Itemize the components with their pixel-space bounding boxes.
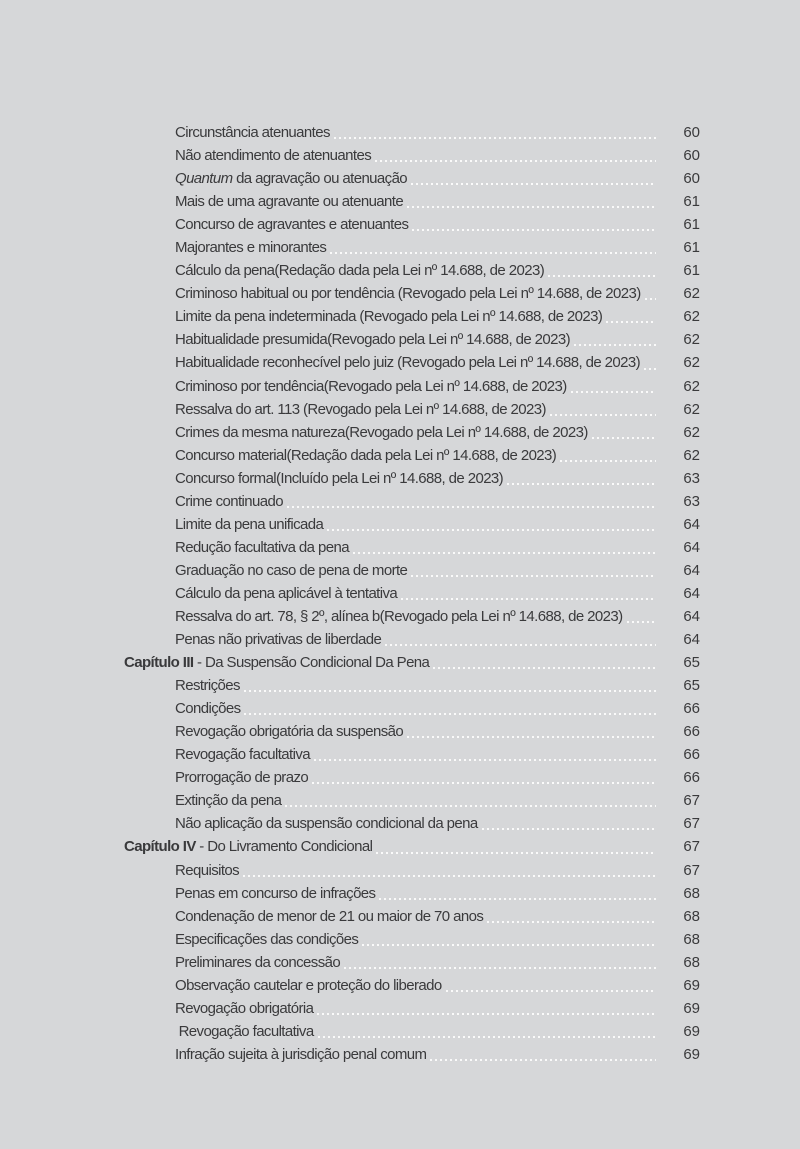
toc-entry-page-number: 63 xyxy=(683,492,700,510)
toc-entry[interactable] xyxy=(124,236,700,259)
toc-entry[interactable] xyxy=(124,513,700,536)
toc-entry[interactable] xyxy=(124,282,700,305)
toc-entry[interactable] xyxy=(124,536,700,559)
dot-leader xyxy=(353,552,656,554)
toc-entry-page-number: 66 xyxy=(683,746,700,764)
toc-chapter-entry[interactable] xyxy=(124,651,700,674)
toc-entry[interactable] xyxy=(124,167,700,190)
dot-leader xyxy=(244,690,656,692)
dot-leader xyxy=(287,506,656,508)
dot-leader xyxy=(376,852,656,854)
toc-entry[interactable] xyxy=(124,582,700,605)
toc-entry-label: Concurso formal(Incluído pela Lei nº 14.688, de 2023) xyxy=(175,469,504,487)
dot-leader xyxy=(375,160,656,162)
toc-entry-label: Cálculo da pena(Redação dada pela Lei nº 14.688, de 2023) xyxy=(175,262,545,280)
toc-entry-page-number: 62 xyxy=(683,308,700,326)
dot-leader xyxy=(548,275,656,277)
toc-entry[interactable] xyxy=(124,605,700,628)
toc-entry-page-number: 67 xyxy=(683,838,700,856)
dot-leader xyxy=(243,875,656,877)
toc-entry[interactable] xyxy=(124,259,700,282)
toc-entry-page-number: 63 xyxy=(683,469,700,487)
toc-entry-label: Concurso de agravantes e atenuantes xyxy=(175,216,409,234)
toc-entry[interactable] xyxy=(124,490,700,513)
toc-entry-label: Redução facultativa da pena xyxy=(175,538,349,556)
toc-entry-label: Revogação obrigatória da suspensão xyxy=(175,723,404,741)
dot-leader xyxy=(327,529,656,531)
dot-leader xyxy=(312,782,656,784)
toc-entry-label: Penas não privativas de liberdade xyxy=(175,631,382,649)
toc-entry[interactable] xyxy=(124,697,700,720)
toc-entry-page-number: 62 xyxy=(683,285,700,303)
toc-entry-label: Não aplicação da suspensão condicional da pena xyxy=(175,815,478,833)
toc-entry-page-number: 68 xyxy=(683,953,700,971)
toc-entry[interactable] xyxy=(124,720,700,743)
toc-entry[interactable] xyxy=(124,743,700,766)
dot-leader xyxy=(244,713,656,715)
toc-entry-label: Revogação facultativa xyxy=(175,1022,314,1040)
toc-entry-page-number: 68 xyxy=(683,884,700,902)
toc-entry-label: Habitualidade reconhecível pelo juiz (Revogado pela Lei nº 14.688, de 2023) xyxy=(175,354,641,372)
toc-entry[interactable] xyxy=(124,789,700,812)
toc-entry-label: Extinção da pena xyxy=(175,792,282,810)
dot-leader xyxy=(507,483,656,485)
toc-entry-page-number: 64 xyxy=(683,584,700,602)
toc-entry-label: Criminoso por tendência(Revogado pela Lei nº 14.688, de 2023) xyxy=(175,377,567,395)
toc-entry-label: Circunstância atenuantes xyxy=(175,124,330,141)
toc-entry[interactable] xyxy=(124,467,700,490)
toc-entry[interactable] xyxy=(124,190,700,213)
toc-entry-label: Infração sujeita à jurisdição penal comum xyxy=(175,1045,427,1063)
toc-entry-page-number: 60 xyxy=(683,124,700,141)
toc-entry-page-number: 64 xyxy=(683,538,700,556)
toc-entry-page-number: 62 xyxy=(683,331,700,349)
dot-leader xyxy=(407,736,656,738)
dot-leader xyxy=(334,137,656,139)
dot-leader xyxy=(645,298,656,300)
toc-entry-label: Especificações das condições xyxy=(175,930,359,948)
toc-entry-page-number: 68 xyxy=(683,907,700,925)
dot-leader xyxy=(401,598,656,600)
toc-entry[interactable] xyxy=(124,882,700,905)
toc-entry-label: Crime continuado xyxy=(175,492,283,510)
toc-entry[interactable] xyxy=(124,305,700,328)
toc-entry[interactable] xyxy=(124,974,700,997)
dot-leader xyxy=(574,344,656,346)
toc-entry[interactable] xyxy=(124,559,700,582)
toc-entry-label: Habitualidade presumida(Revogado pela Lei nº 14.688, de 2023) xyxy=(175,331,571,349)
toc-entry-label: Ressalva do art. 78, § 2º, alínea b(Revogado pela Lei nº 14.688, de 2023) xyxy=(175,607,623,625)
toc-entry-page-number: 66 xyxy=(683,723,700,741)
toc-entry-label: Mais de uma agravante ou atenuante xyxy=(175,193,404,211)
dot-leader xyxy=(446,990,656,992)
toc-entry-label: Criminoso habitual ou por tendência (Revogado pela Lei nº 14.688, de 2023) xyxy=(175,285,641,303)
dot-leader xyxy=(330,252,656,254)
toc-entry-page-number: 60 xyxy=(683,147,700,165)
toc-entry-page-number: 69 xyxy=(683,999,700,1017)
toc-entry-label: Revogação facultativa xyxy=(175,746,310,764)
dot-leader xyxy=(430,1059,656,1061)
dot-leader xyxy=(411,183,656,185)
toc-entry-page-number: 64 xyxy=(683,607,700,625)
toc-entry-page-number: 64 xyxy=(683,561,700,579)
dot-leader xyxy=(407,206,656,208)
toc-entry[interactable] xyxy=(124,121,700,144)
toc-entry-label: Concurso material(Redação dada pela Lei nº 14.688, de 2023) xyxy=(175,446,557,464)
dot-leader xyxy=(627,621,657,623)
toc-entry[interactable] xyxy=(124,812,700,835)
toc-chapter-entry[interactable] xyxy=(124,835,700,858)
dot-leader xyxy=(560,460,656,462)
toc-entry-page-number: 67 xyxy=(683,792,700,810)
dot-leader xyxy=(606,321,656,323)
toc-entry[interactable] xyxy=(124,144,700,167)
toc-entry-label: Preliminares da concessão xyxy=(175,953,341,971)
toc-entry-page-number: 62 xyxy=(683,423,700,441)
toc-entry-prefix: Quantum xyxy=(175,170,233,188)
toc-entry-label: Majorantes e minorantes xyxy=(175,239,327,257)
toc-entry-label: Cálculo da pena aplicável à tentativa xyxy=(175,584,398,602)
dot-leader xyxy=(412,229,656,231)
toc-entry-page-number: 68 xyxy=(683,930,700,948)
toc-entry[interactable] xyxy=(124,766,700,789)
toc-entry-label: Condições xyxy=(175,700,241,718)
dot-leader xyxy=(550,414,656,416)
toc-entry-prefix: Capítulo III xyxy=(124,654,194,672)
toc-entry-page-number: 66 xyxy=(683,700,700,718)
toc-entry-page-number: 62 xyxy=(683,400,700,418)
toc-entry[interactable] xyxy=(124,928,700,951)
dot-leader xyxy=(362,944,656,946)
toc-entry-page-number: 69 xyxy=(683,1022,700,1040)
toc-entry-page-number: 67 xyxy=(683,815,700,833)
toc-entry-page-number: 62 xyxy=(683,354,700,372)
toc-entry-page-number: 62 xyxy=(683,446,700,464)
toc-entry-label: Observação cautelar e proteção do liberado xyxy=(175,976,442,994)
toc-entry[interactable] xyxy=(124,351,700,374)
toc-entry[interactable] xyxy=(124,1043,700,1066)
toc-entry-page-number: 69 xyxy=(683,1045,700,1063)
toc-entry-label: Restrições xyxy=(175,677,240,695)
dot-leader xyxy=(571,391,656,393)
dot-leader xyxy=(411,575,656,577)
toc-entry-page-number: 62 xyxy=(683,377,700,395)
toc-entry[interactable] xyxy=(124,628,700,651)
toc-entry-page-number: 64 xyxy=(683,631,700,649)
dot-leader xyxy=(317,1013,656,1015)
dot-leader xyxy=(285,805,656,807)
toc-entry-page-number: 64 xyxy=(683,515,700,533)
toc-entry-label: Ressalva do art. 113 (Revogado pela Lei nº 14.688, de 2023) xyxy=(175,400,546,418)
toc-entry-label: Capítulo IV - Do Livramento Condicional xyxy=(124,838,373,856)
dot-leader xyxy=(482,828,656,830)
toc-entry-label: Penas em concurso de infrações xyxy=(175,884,376,902)
toc-entry-page-number: 65 xyxy=(683,654,700,672)
toc-entry-label: Crimes da mesma natureza(Revogado pela Lei nº 14.688, de 2023) xyxy=(175,423,588,441)
toc-entry[interactable] xyxy=(124,859,700,882)
toc-entry-label: Graduação no caso de pena de morte xyxy=(175,561,408,579)
toc-entry-page-number: 69 xyxy=(683,976,700,994)
toc-entry-page-number: 67 xyxy=(683,861,700,879)
toc-entry[interactable] xyxy=(124,375,700,398)
toc-entry-label: Condenação de menor de 21 ou maior de 70 anos xyxy=(175,907,484,925)
toc-entry-label: Limite da pena unificada xyxy=(175,515,324,533)
toc-entry[interactable] xyxy=(124,997,700,1020)
dot-leader xyxy=(592,437,656,439)
toc-entry-label: Requisitos xyxy=(175,861,240,879)
toc-entry-page-number: 61 xyxy=(683,262,700,280)
toc-entry-page-number: 66 xyxy=(683,769,700,787)
dot-leader xyxy=(487,921,656,923)
toc-entry-page-number: 65 xyxy=(683,677,700,695)
toc-entry-page-number: 60 xyxy=(683,170,700,188)
toc-entry[interactable] xyxy=(124,328,700,351)
toc-entry-label: Não atendimento de atenuantes xyxy=(175,147,372,165)
toc-entry-page-number: 61 xyxy=(683,239,700,257)
toc-entry[interactable] xyxy=(124,398,700,421)
toc-entry-label: Prorrogação de prazo xyxy=(175,769,309,787)
dot-leader xyxy=(385,644,656,646)
toc-entry-label: Capítulo III - Da Suspensão Condicional Da Pena xyxy=(124,654,430,672)
toc-entry-label: Quantum da agravação ou atenuação xyxy=(175,170,408,188)
toc-entry-label: Revogação obrigatória xyxy=(175,999,314,1017)
toc-entry[interactable] xyxy=(124,444,700,467)
dot-leader xyxy=(318,1036,656,1038)
toc-entry[interactable] xyxy=(124,905,700,928)
toc-entry-page-number: 61 xyxy=(683,216,700,234)
toc-entry-page-number: 61 xyxy=(683,193,700,211)
toc-entry[interactable] xyxy=(124,674,700,697)
toc-entry[interactable] xyxy=(124,1020,700,1043)
toc-entry[interactable] xyxy=(124,951,700,974)
toc-entry-prefix: Capítulo IV xyxy=(124,838,196,856)
toc-entry-label: Limite da pena indeterminada (Revogado pela Lei nº 14.688, de 2023) xyxy=(175,308,603,326)
dot-leader xyxy=(379,898,656,900)
toc-entry[interactable] xyxy=(124,421,700,444)
dot-leader xyxy=(433,667,656,669)
dot-leader xyxy=(344,967,656,969)
toc-entry[interactable] xyxy=(124,213,700,236)
dot-leader xyxy=(314,759,656,761)
dot-leader xyxy=(644,368,656,370)
